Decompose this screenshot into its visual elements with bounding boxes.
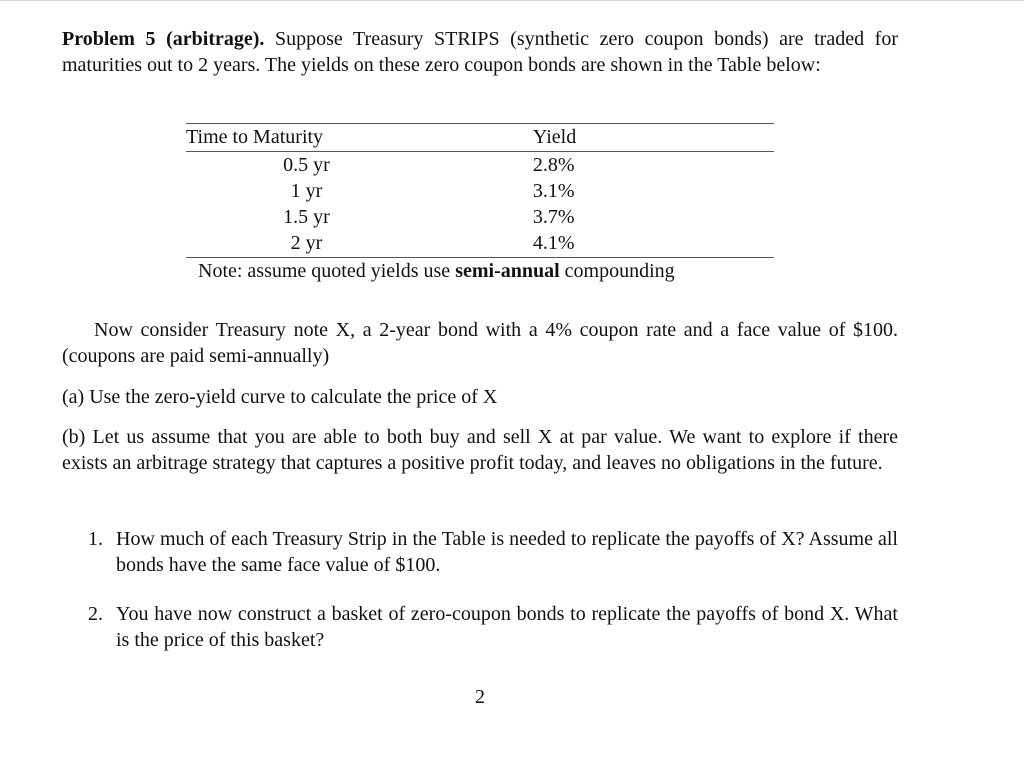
table-row <box>186 152 774 179</box>
cell-yield: 3.7% <box>532 206 575 228</box>
note-suffix: compounding <box>564 260 675 282</box>
list-number: 2. <box>88 603 103 625</box>
cell-yield: 2.8% <box>532 154 575 176</box>
list-item <box>88 526 898 578</box>
table-row <box>186 230 774 257</box>
problem-title: Problem 5 (arbitrage). <box>62 28 265 50</box>
cell-yield: 3.1% <box>532 180 575 202</box>
header-yield: Yield <box>427 124 774 152</box>
page-number: 2 <box>475 686 485 708</box>
table-note <box>186 257 774 285</box>
bond-description: Now consider Treasury note X, a 2-year bond with a 4% coupon rate and a face value of $100. (coupons are paid semi-annually) <box>62 319 898 367</box>
list-item <box>88 601 898 653</box>
list-text: How much of each Treasury Strip in the Table is needed to replicate the payoffs of X? Assume all bonds have the same face value of $100. <box>116 528 898 576</box>
cell-yield: 4.1% <box>532 232 575 254</box>
header-time: Time to Maturity <box>186 124 427 152</box>
note-prefix: Note: assume quoted yields use <box>198 260 451 282</box>
note-bold: semi-annual <box>455 260 560 282</box>
yield-table <box>186 123 774 257</box>
part-a: (a) Use the zero-yield curve to calculate the price of X <box>62 386 498 408</box>
problem-intro <box>62 26 898 78</box>
table-row <box>186 178 774 204</box>
yield-table-container <box>186 123 774 285</box>
cell-time: 1 yr <box>290 180 323 202</box>
list-text: You have now construct a basket of zero-coupon bonds to replicate the payoffs of bond X. What is the price of this basket? <box>116 603 898 651</box>
table-header-row <box>186 124 774 152</box>
cell-time: 2 yr <box>290 232 323 254</box>
cell-time: 0.5 yr <box>283 154 330 176</box>
table-row <box>186 204 774 230</box>
part-b: (b) Let us assume that you are able to both buy and sell X at par value. We want to explore if there exists an arbitrage strategy that captures a positive profit today, and leaves no obligations in the future. <box>62 426 898 474</box>
problem-intro-text: Suppose Treasury STRIPS (synthetic zero coupon bonds) are traded for maturities out to 2 years. The yields on these zero coupon bonds are shown in the Table below: <box>62 28 898 76</box>
list-number: 1. <box>88 528 103 550</box>
page-top-border <box>0 0 1024 1</box>
cell-time: 1.5 yr <box>283 206 330 228</box>
